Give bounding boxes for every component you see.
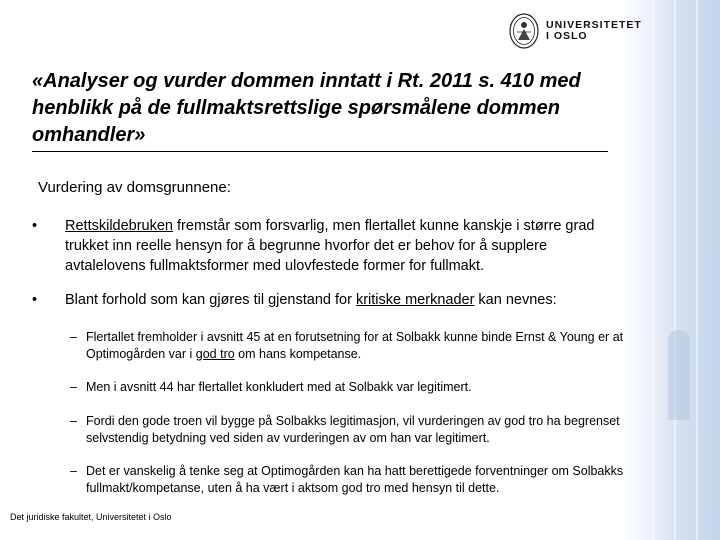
university-logo [508, 12, 642, 50]
sub-marker: – [70, 380, 77, 394]
bullet-marker: • [32, 292, 38, 308]
sub-marker: – [70, 414, 77, 428]
decorative-side-image [622, 0, 720, 540]
logo-line-1: UNIVERSITETET [546, 19, 642, 31]
sub-marker: – [70, 330, 77, 344]
logo-line-2: I OSLO [546, 30, 588, 42]
slide-title: «Analyser og vurder dommen inntatt i Rt. 2011 s. 410 med henblikk på de fullmaktsrettslige spørsmålene dommen omhandler» [32, 70, 581, 146]
underlined-term: god tro [195, 347, 235, 361]
subheading: Vurdering av domsgrunnene: [38, 179, 231, 196]
bullet-marker: • [32, 218, 38, 234]
underlined-term: kritiske merknader [355, 292, 475, 308]
sub-marker: – [70, 464, 77, 478]
university-seal-icon [508, 12, 540, 50]
sub-text: Fordi den gode troen vil bygge på Solbakks legitimasjon, vil vurderingen av god tro ha begrenset selvstendig betydning ved siden av vurderingen av om han var legitimert. [86, 414, 620, 445]
sub-text: Det er vanskelig å tenke seg at Optimogården kan ha hatt berettigede forventninger om Solbakks fullmakt/kompetanse, uten å ha vært i aktsom god tro med hensyn til dette. [86, 464, 624, 495]
underlined-term: Rettskildebruken [65, 218, 173, 234]
bullet-text: Blant forhold som kan gjøres til gjenstand for kritiske merknader kan nevnes: [65, 292, 557, 308]
sub-text: Flertallet fremholder i avsnitt 45 at en forutsetning for at Solbakk kunne binde Ernst & Young er at Optimogården var i god tro om hans kompetanse. [86, 330, 624, 361]
footer-text: Det juridiske fakultet, Universitetet i Oslo [10, 512, 172, 522]
title-divider [32, 151, 608, 152]
sub-text: Men i avsnitt 44 har flertallet konkludert med at Solbakk var legitimert. [86, 380, 472, 394]
bullet-text: Rettskildebruken fremstår som forsvarlig, men flertallet kunne kanskje i større grad trukket inn reelle hensyn for å begrunne hvorfor det er behov for å supplere avtalelovens fullmaktsformer med ulovfestede former for fullmakt. [65, 218, 595, 274]
